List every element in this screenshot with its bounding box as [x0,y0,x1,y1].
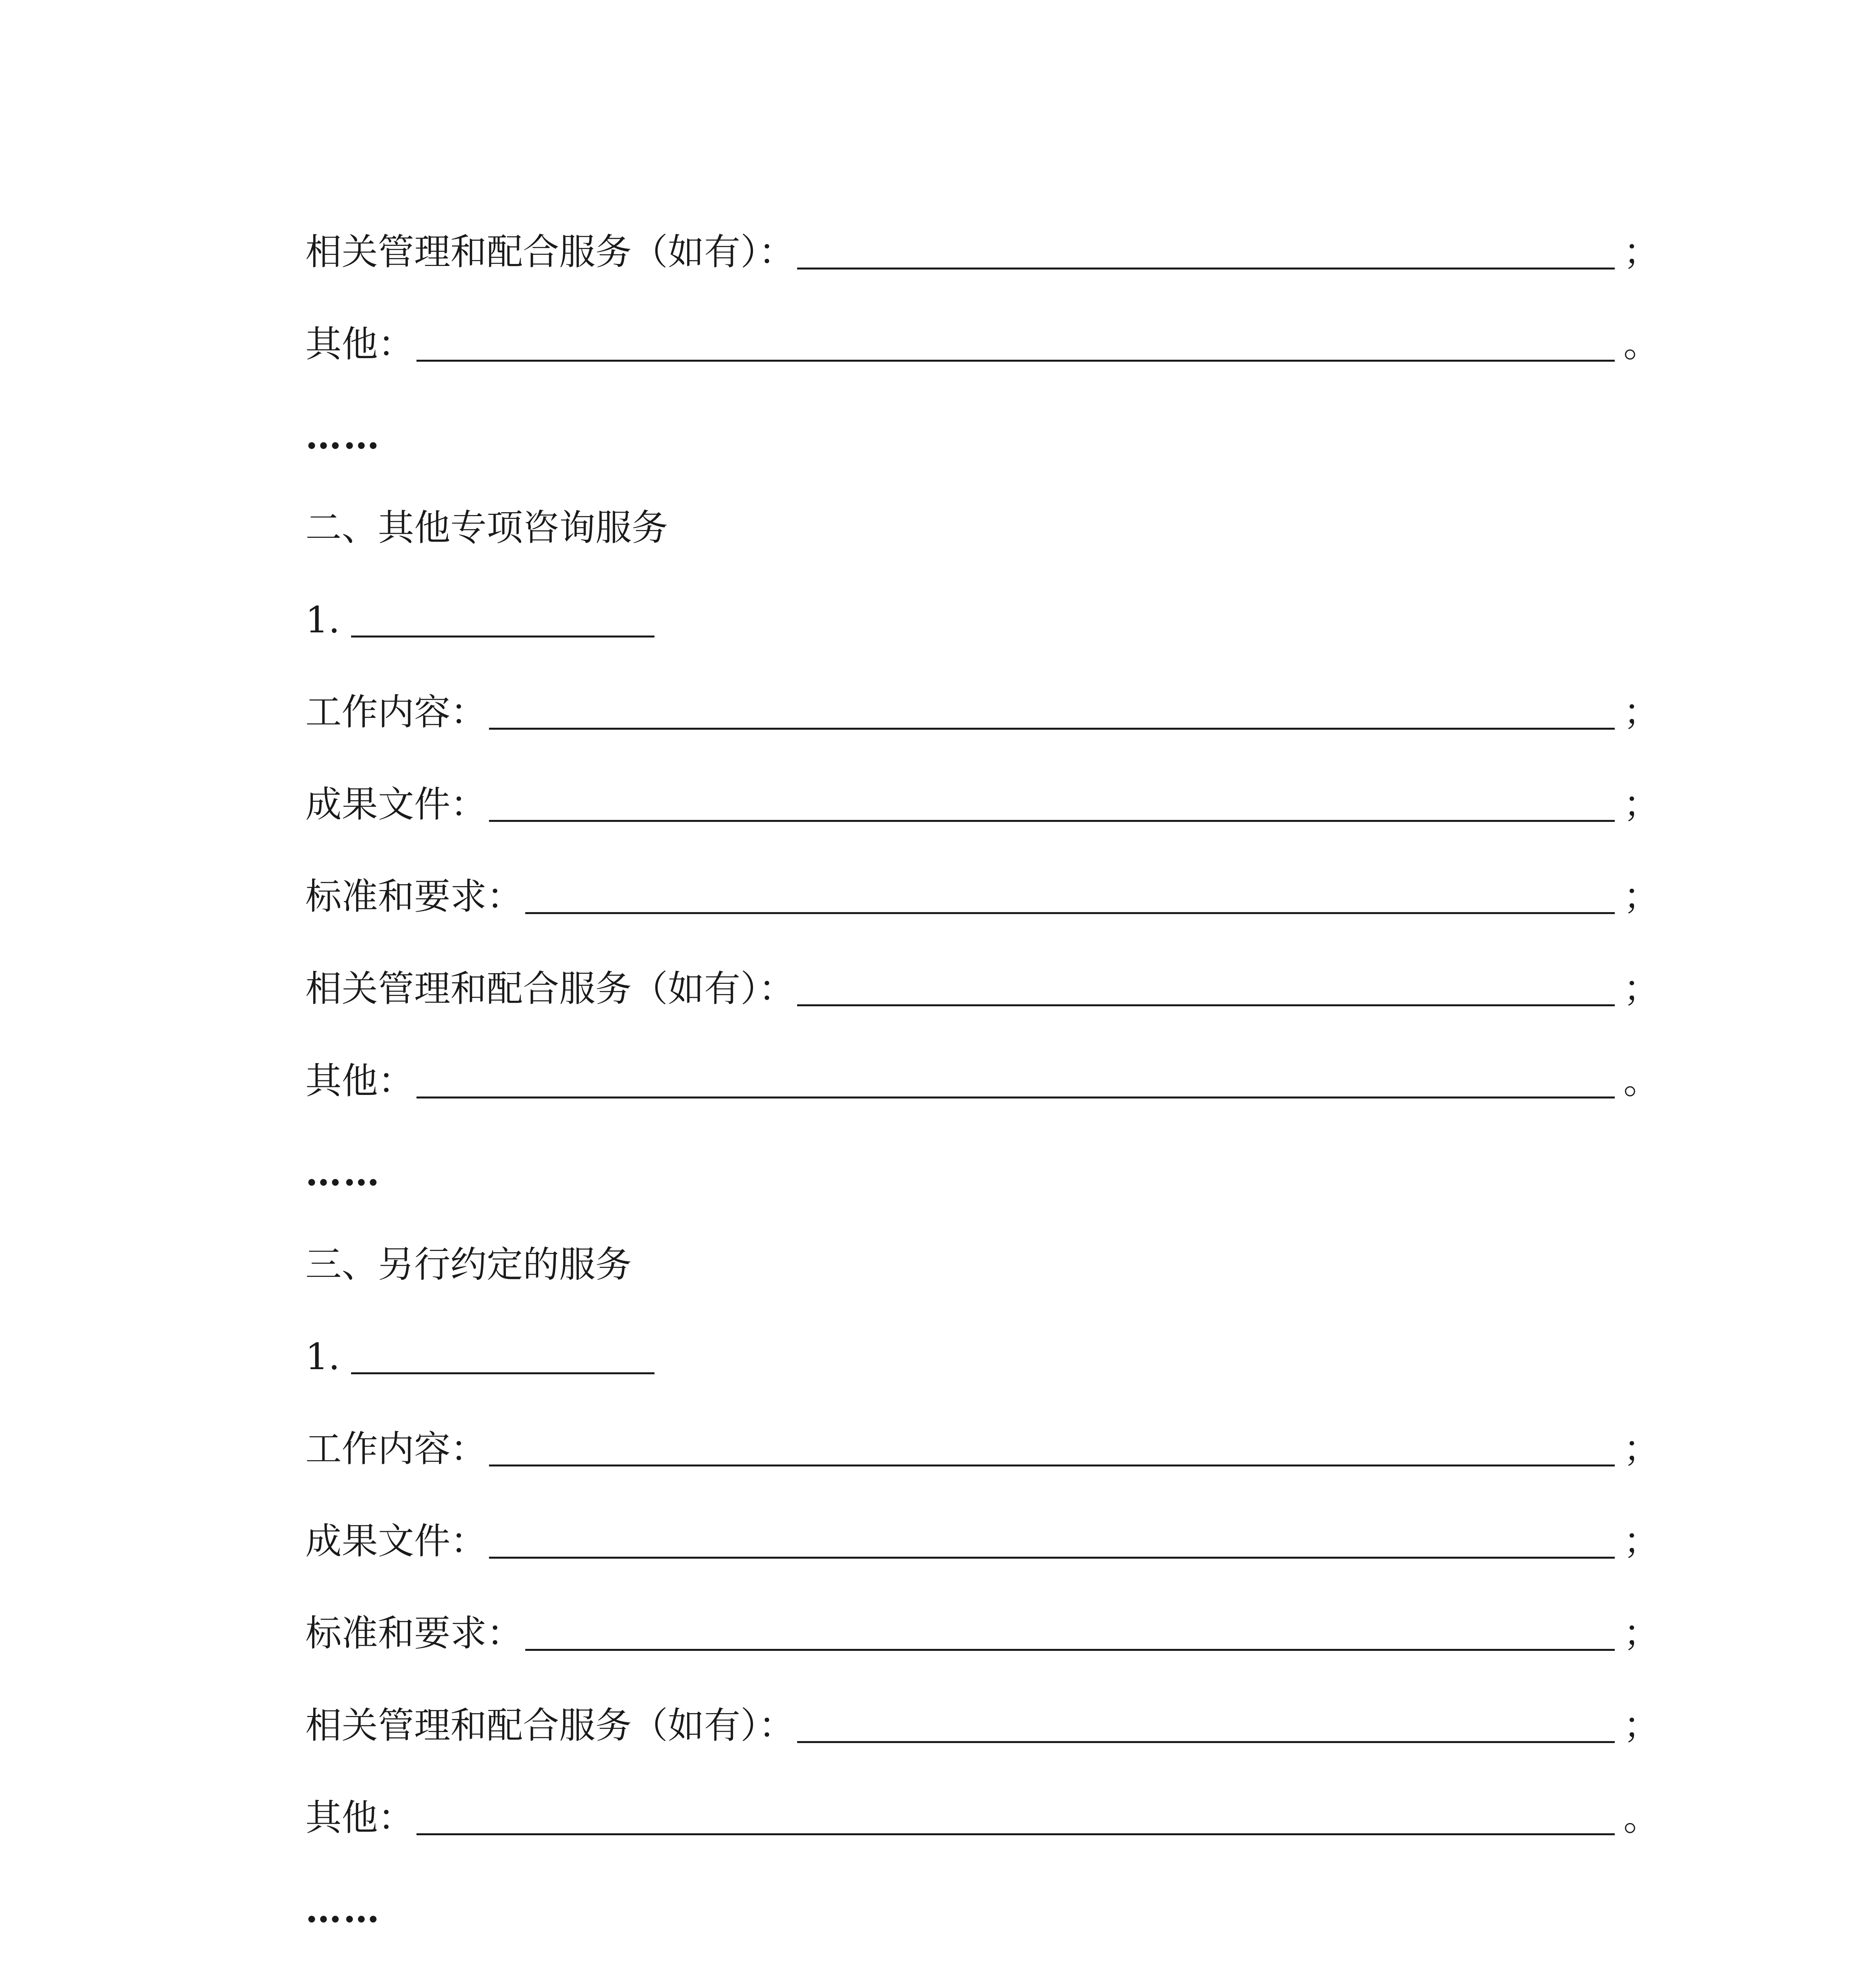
field-label: 标准和要求： [305,1612,523,1654]
blank-underline [351,636,654,637]
end-punctuation: ； [1623,783,1660,825]
blank-underline [416,360,1615,362]
end-punctuation: 。 [1623,1060,1660,1102]
end-punctuation: ； [1623,1428,1660,1470]
field-management-services [305,961,1660,1017]
end-punctuation: ； [1623,968,1660,1010]
blank-underline [525,912,1615,914]
field-management-services [305,225,1660,280]
ellipsis: …… [305,1888,381,1931]
end-punctuation: ； [1623,1520,1660,1562]
ellipsis: …… [305,1151,381,1194]
field-label: 相关管理和配合服务（如有）： [305,1704,795,1747]
numbered-item [305,1329,1651,1385]
end-punctuation: ； [1623,231,1660,273]
end-punctuation: 。 [1623,323,1660,365]
field-label: 标准和要求： [305,875,523,918]
end-punctuation: ； [1623,875,1660,918]
blank-underline [416,1097,1615,1098]
blank-underline [797,1004,1615,1006]
field-label: 相关管理和配合服务（如有）： [305,231,795,273]
field-deliverables [305,1514,1660,1569]
field-label: 成果文件： [305,783,487,825]
field-standards [305,869,1660,924]
item-number: 1. [305,1336,340,1378]
end-punctuation: ； [1623,691,1660,733]
field-label: 其他： [305,1797,415,1839]
field-label: 相关管理和配合服务（如有）： [305,968,795,1010]
numbered-item [305,593,1651,648]
blank-underline [525,1649,1615,1651]
end-punctuation: ； [1623,1704,1660,1747]
blank-underline [489,1464,1615,1466]
item-number: 1. [305,599,340,641]
ellipsis: …… [305,414,381,457]
field-other [305,1790,1660,1845]
blank-underline [489,1557,1615,1559]
field-management-services [305,1698,1660,1753]
field-work-content [305,685,1660,740]
field-label: 其他： [305,1060,415,1102]
field-standards [305,1606,1660,1661]
end-punctuation: ； [1623,1612,1660,1654]
end-punctuation: 。 [1623,1797,1660,1839]
field-label: 其他： [305,323,415,365]
field-label: 成果文件： [305,1520,487,1562]
field-label: 工作内容： [305,1428,487,1470]
blank-underline [351,1372,654,1374]
field-deliverables [305,777,1660,832]
field-label: 工作内容： [305,691,487,733]
field-other [305,1054,1660,1109]
blank-underline [489,820,1615,822]
field-other [305,317,1660,372]
section-heading: 三、另行约定的服务 [305,1243,632,1286]
blank-underline [416,1833,1615,1835]
field-work-content [305,1422,1660,1477]
blank-underline [797,1741,1615,1743]
section-heading: 二、其他专项咨询服务 [305,507,668,549]
blank-underline [797,268,1615,269]
blank-underline [489,728,1615,730]
